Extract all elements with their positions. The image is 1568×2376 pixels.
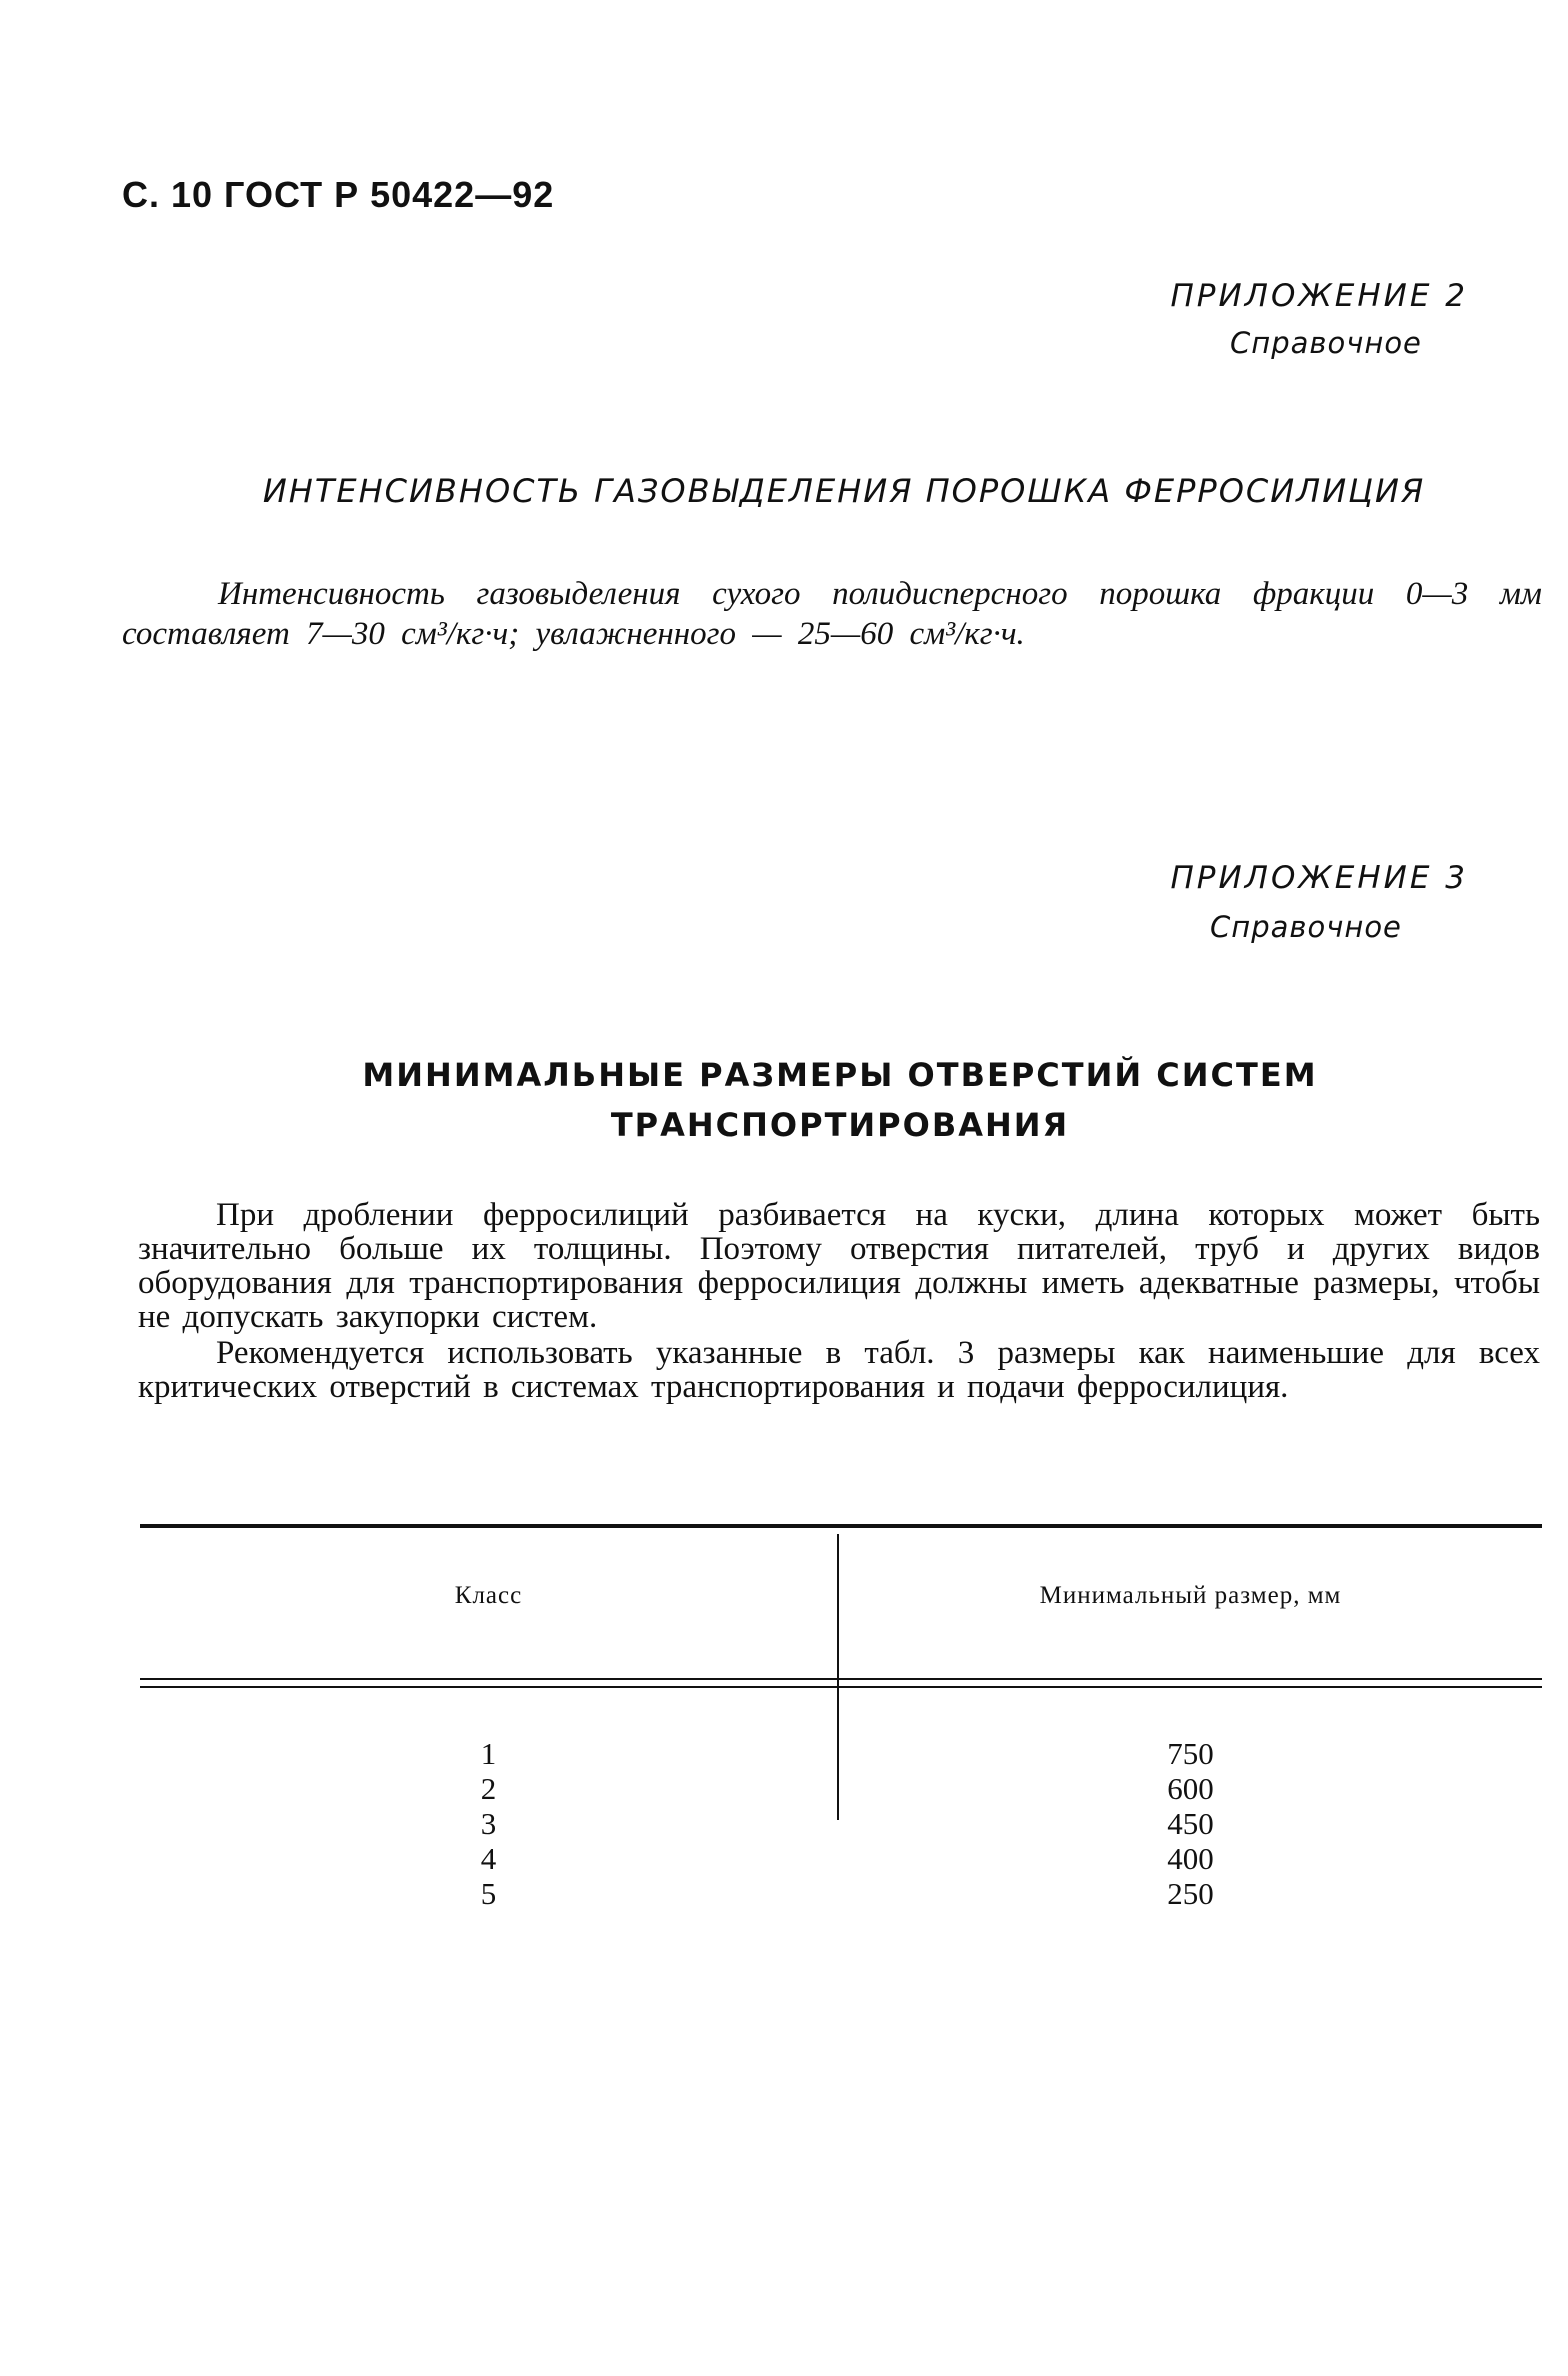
table-column-class xyxy=(140,1736,837,1911)
appendix-3-title-line2: ТРАНСПОРТИРОВАНИЯ xyxy=(610,1106,1070,1144)
appendix-3-type: Справочное xyxy=(1210,910,1402,944)
table-header-rule-double xyxy=(140,1686,1542,1688)
appendix-2-title-text: ИНТЕНСИВНОСТЬ ГАЗОВЫДЕЛЕНИЯ ПОРОШКА ФЕРРОСИЛИЦИЯ xyxy=(262,472,1426,510)
paragraph-2: Рекомендуется использовать указанные в табл. 3 размеры как наименьшие для всех критических отверстий в системах транспортирования и подачи ферросилиция. xyxy=(138,1335,1540,1405)
table-cell-size: 450 xyxy=(1167,1806,1214,1841)
table-cell-size: 250 xyxy=(1167,1876,1214,1911)
table-cell-class: 3 xyxy=(480,1806,497,1841)
page-header: С. 10 ГОСТ Р 50422—92 xyxy=(122,174,555,215)
table-header-size: Минимальный размер, мм xyxy=(1039,1582,1342,1609)
table-cell-size: 750 xyxy=(1167,1736,1214,1771)
table-cell-size: 400 xyxy=(1167,1841,1214,1876)
table-top-rule xyxy=(140,1524,1542,1528)
appendix-3-label: ПРИЛОЖЕНИЕ 3 xyxy=(1170,860,1468,896)
table-cell-class: 1 xyxy=(480,1736,497,1771)
table-cell-class: 2 xyxy=(480,1771,497,1806)
appendix-2-type: Справочное xyxy=(1230,326,1422,360)
table-header-class: Класс xyxy=(454,1582,523,1609)
appendix-2-title xyxy=(0,472,1568,510)
appendix-3-body xyxy=(138,1198,1540,1404)
appendix-3-title-line1: МИНИМАЛЬНЫЕ РАЗМЕРЫ ОТВЕРСТИЙ СИСТЕМ xyxy=(362,1056,1318,1094)
appendix-2-label: ПРИЛОЖЕНИЕ 2 xyxy=(1170,278,1468,314)
table-cell-class: 4 xyxy=(480,1841,497,1876)
table-cell-class: 5 xyxy=(480,1876,497,1911)
appendix-3-title xyxy=(140,1050,1540,1150)
table-header-rule xyxy=(140,1678,1542,1680)
appendix-2-text: Интенсивность газовыделения сухого полидисперсного порошка фракции 0—3 мм составляет 7—30 см³/кг·ч; увлажненного — 25—60 см³/кг·ч. xyxy=(122,576,1542,652)
table-cell-size: 600 xyxy=(1167,1771,1214,1806)
paragraph-1: При дроблении ферросилиций разбивается на куски, длина которых может быть значительно больше их толщины. Поэтому отверстия питателей, труб и других видов оборудования для транспортирования ферросилиция должны иметь адекватные размеры, чтобы не допускать закупорки систем. xyxy=(138,1197,1540,1335)
table-column-size xyxy=(839,1736,1542,1911)
